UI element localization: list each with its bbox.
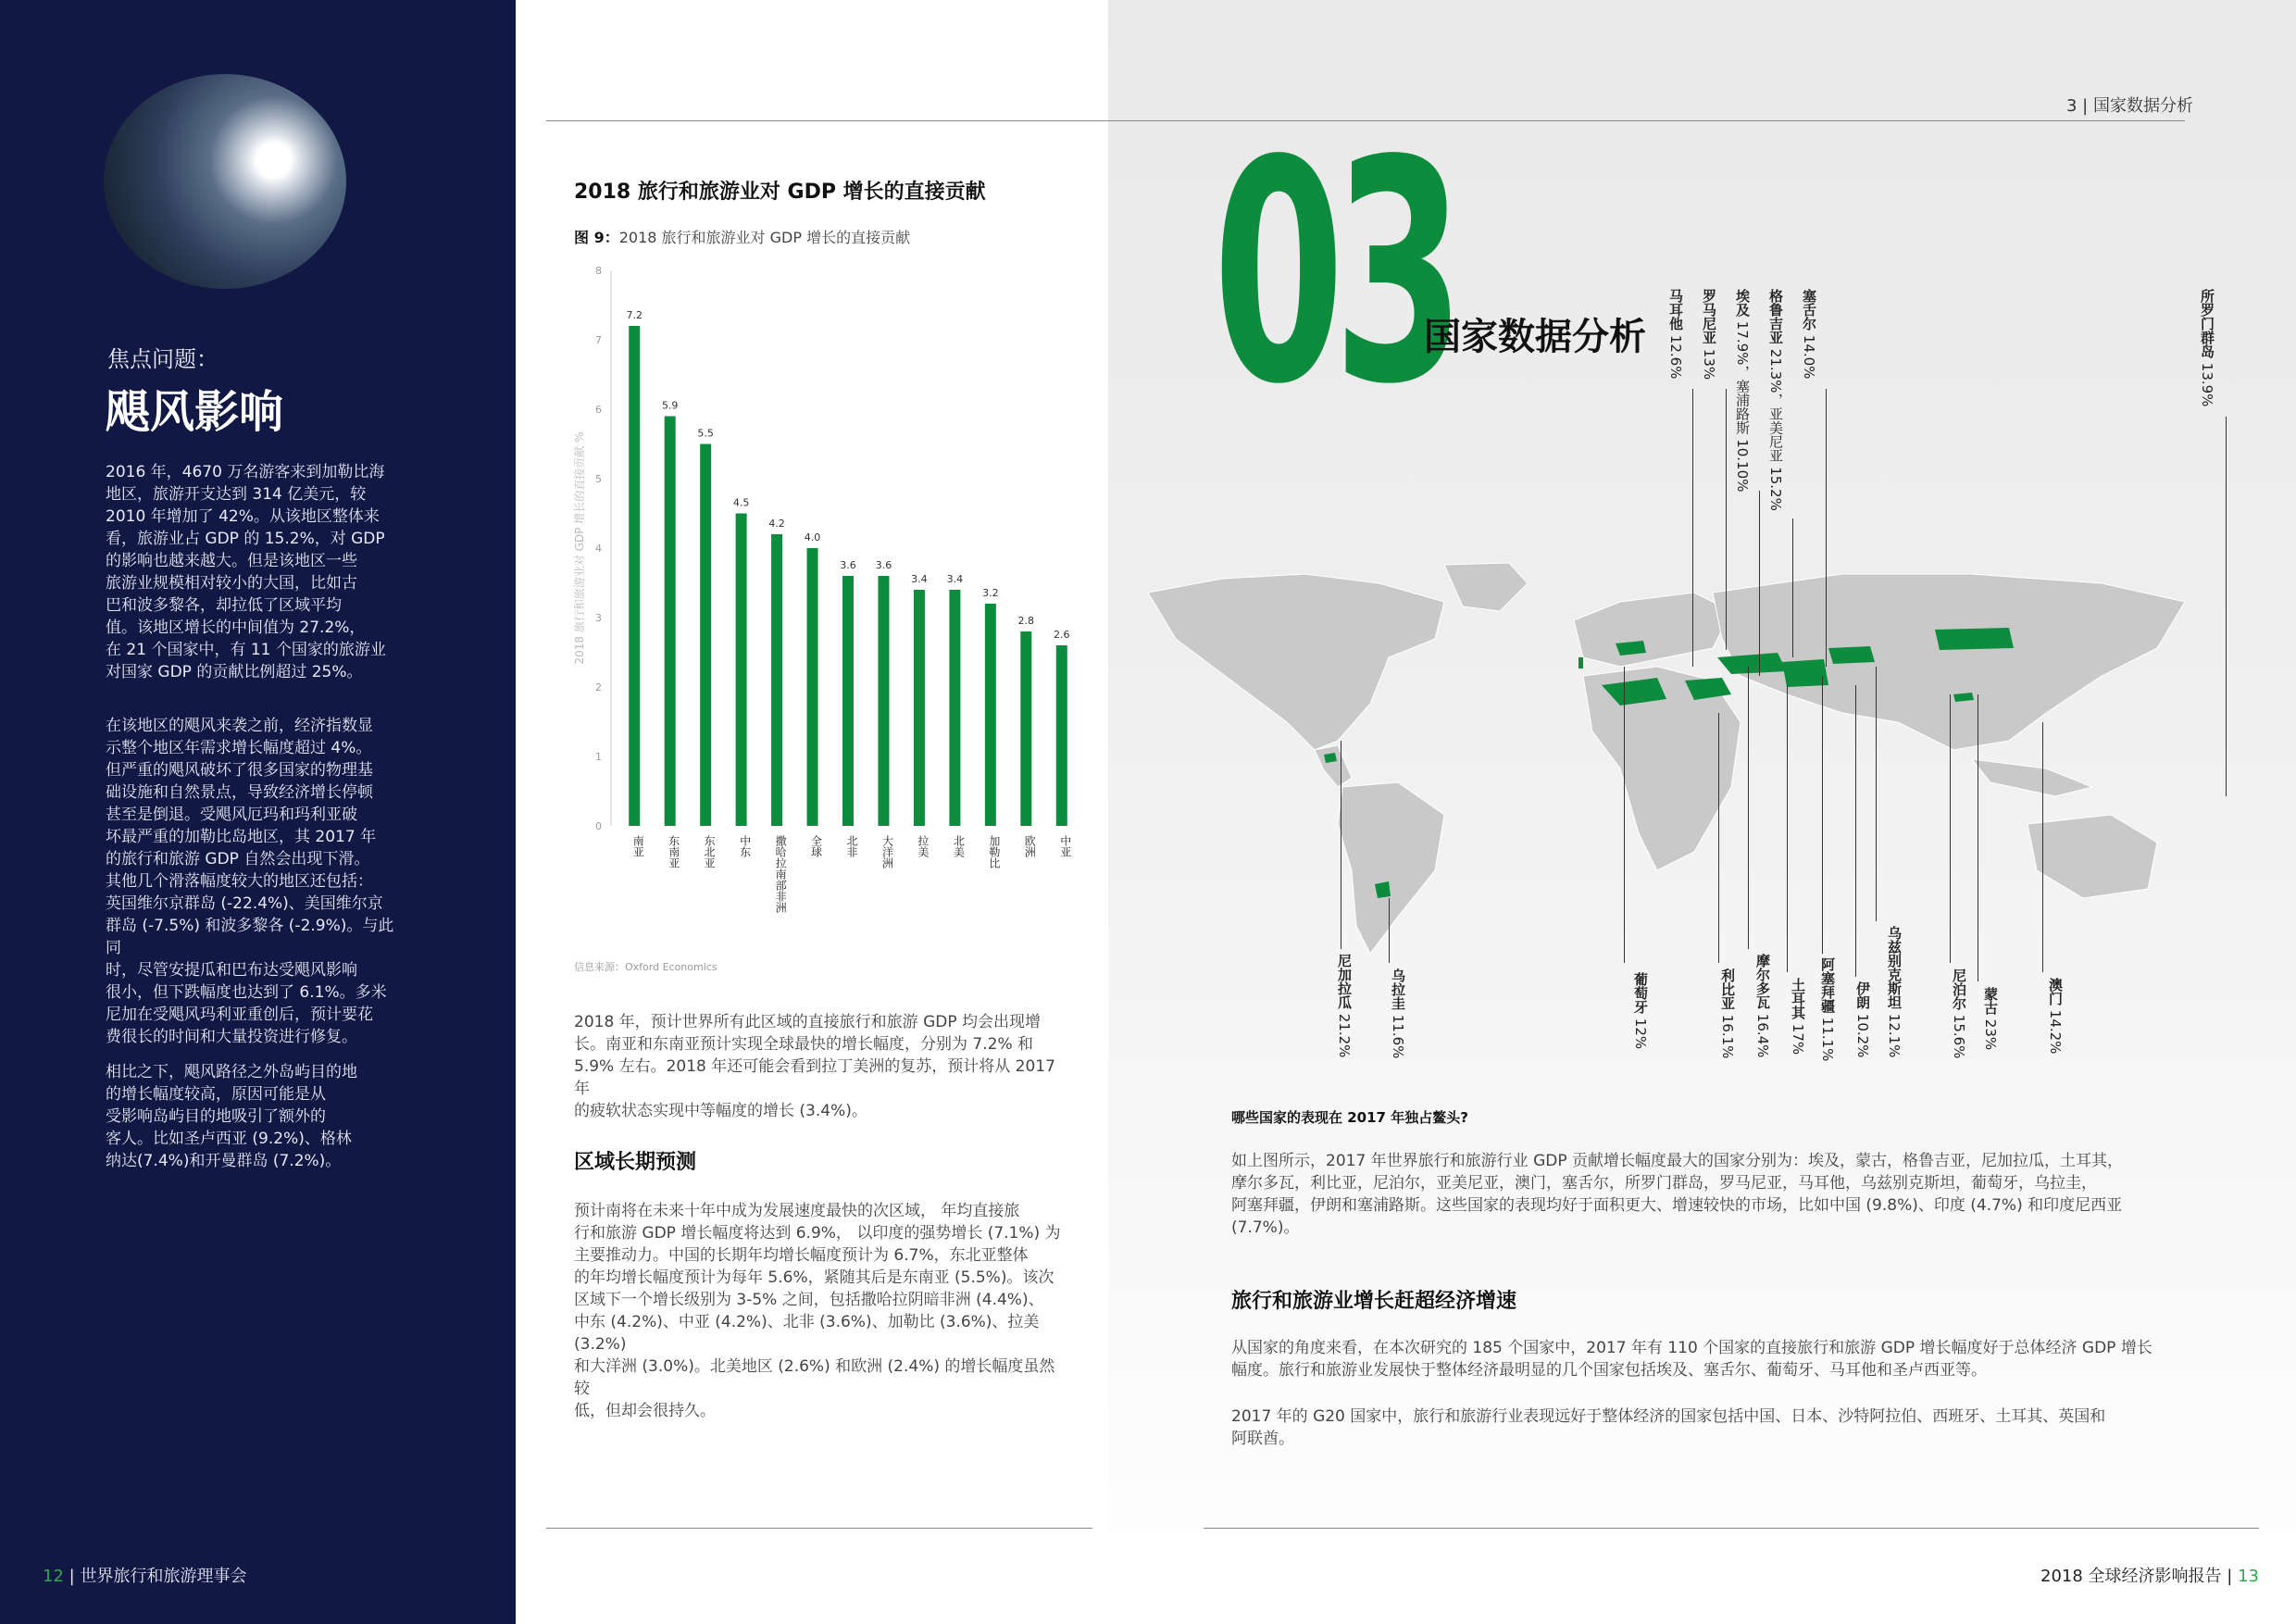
x-tick-label: 北非 (845, 835, 858, 857)
bar-1 (665, 417, 676, 827)
bar-10 (985, 604, 996, 826)
label-romania: 罗马尼亚 13% (1701, 289, 1717, 381)
highlight-portugal (1578, 657, 1583, 668)
bar-12 (1056, 645, 1067, 826)
right-paragraph-2: 从国家的角度来看，在本次研究的 185 个国家中，2017 年有 110 个国家的直接旅行和旅游 GDP 增长幅度好于总体经济 GDP 增长 幅度。旅行和旅游业发展快于整体经济最明显的几个国家包括埃及、塞舌尔、葡萄牙、马耳他和圣卢西亚等。 (1231, 1339, 2152, 1380)
north-america-shape (1148, 574, 1444, 750)
highlight-uzbekistan (1828, 646, 1875, 664)
south-america-shape (1338, 782, 1444, 954)
bar-5 (807, 548, 818, 826)
bar-value-label: 2.8 (1017, 615, 1035, 627)
bar-8 (914, 590, 925, 826)
label-solomon-islands: 所罗门群岛 13.9% (2199, 289, 2215, 407)
label-egypt: 埃及 17.9%，塞浦路斯 10.10% (1734, 289, 1751, 493)
bar-value-label: 5.9 (661, 399, 679, 412)
sidebar-paragraph-2: 在该地区的飓风来袭之前，经济指数显 示整个地区年需求增长幅度超过 4%。 但严重的飓风破坏了很多国家的物理基 础设施和自然景点，导致经济增长停顿 甚至是倒退。受飓风厄玛和玛利亚破 坏最严重的加勒比岛地区，其 2017 年 的旅行和旅游 GDP 自然会出现下滑。 其他几个滑落幅度较大的地区还包括： 英国维尔京群岛 (-22.4%)、美国维尔京 群岛 (-7.5%) 和波多黎各 (-2.9%)。与此同 时，尽管安提瓜和巴布达受飓风影响 很小，但下跌幅度也达到了 6.1%。多米 尼加在受飓风玛利亚重创后，预计要花 费很长的时间和大量投资进行修复。 (106, 717, 394, 1046)
footer-rule-right (1204, 1528, 2259, 1529)
footer-right (2040, 1563, 2259, 1587)
bar-4 (771, 534, 782, 826)
y-tick-label: 3 (595, 612, 602, 624)
leader-portugal (1624, 667, 1625, 963)
highlight-uruguay (1375, 881, 1391, 898)
bar-9 (949, 590, 960, 826)
label-georgia: 格鲁吉亚 21.3%，亚美尼亚 15.2% (1767, 289, 1784, 511)
regional-forecast-title: 区域长期预测 (574, 1151, 697, 1174)
leader-malta (1692, 389, 1693, 667)
figure-caption-text: 2018 旅行和旅游业对 GDP 增长的直接贡献 (618, 229, 911, 246)
world-map (1139, 556, 2277, 963)
leader-azerbaijan (1822, 676, 1823, 954)
section-big-number: 03 (1213, 95, 1454, 451)
bar-value-label: 4.5 (732, 496, 750, 509)
x-tick-label: 大洋洲 (880, 835, 894, 868)
label-mongolia: 蒙古 23% (1982, 987, 1999, 1051)
label-libya: 利比亚 16.1% (1719, 968, 1736, 1059)
right-paragraph-1: 如上图所示，2017 年世界旅行和旅游行业 GDP 贡献增长幅度最大的国家分别为：埃及，蒙古，格鲁吉亚，尼加拉瓜，土耳其， 摩尔多瓦，利比亚，尼泊尔，亚美尼亚，澳门，塞舌尔，所罗门群岛，罗马尼亚，马耳他，乌兹别克斯坦，葡萄牙，乌拉圭， 阿塞拜疆，伊朗和塞浦路斯。这些国家的表现均好于面积更大、增速较快的市场，比如中国 (9.8%)、印度 (4.7%) 和印度尼西亚 (7.7%)。 (1231, 1152, 2123, 1237)
x-tick-label: 南亚 (631, 835, 645, 857)
label-seychelles: 塞舌尔 14.0% (1801, 289, 1817, 380)
label-uruguay: 乌拉圭 11.6% (1390, 968, 1406, 1059)
label-nicaragua: 尼加拉瓜 21.2% (1336, 954, 1353, 1058)
southeast-asia-shape (1972, 759, 2092, 796)
leader-solomon-islands (2226, 417, 2227, 796)
footer-right-text: 2018 全球经济影响报告 (2040, 1567, 2222, 1586)
section-title: 国家数据分析 (1424, 316, 1646, 358)
sidebar (0, 0, 516, 1624)
central-america-shape (1315, 745, 1352, 787)
right-paragraph-3: 2017 年的 G20 国家中，旅行和旅游行业表现远好于整体经济的国家包括中国、日本、沙特阿拉伯、西班牙、土耳其、英国和 阿联酋。 (1231, 1407, 2106, 1448)
y-tick-label: 7 (595, 334, 602, 346)
x-tick-label: 拉美 (916, 835, 930, 857)
leader-nepal (1950, 694, 1951, 963)
y-tick-label: 0 (595, 820, 602, 832)
footer-rule-middle (546, 1528, 1092, 1529)
sidebar-paragraph-3: 相比之下，飓风路径之外岛屿目的地 的增长幅度较高，原因可能是从 受影响岛屿目的地吸引了额外的 客人。比如圣卢西亚 (9.2%)、格林 纳达(7.4%)和开曼群岛 (7.2%)。 (106, 1063, 357, 1170)
highlight-turkey (1717, 653, 1787, 674)
australia-shape (2028, 815, 2157, 898)
bar-value-label: 5.5 (697, 427, 714, 440)
focus-label: 焦点问题： (107, 346, 218, 372)
sidebar-paragraph-1: 2016 年，4670 万名游客来到加勒比海 地区，旅游开支达到 314 亿美元，较 2010 年增加了 42%。从该地区整体来 看，旅游业占 GDP 的 15.2%，对 GDP 的影响也越来越大。但是该地区一些 旅游业规模相对较小的大国，比如古 巴和波多黎各，却拉低了区域平均 值。该地区增长的中间值为 27.2%， 在 21 个国家中，有 11 个国家的旅游业 对国家 GDP 的贡献比例超过 25%。 (106, 463, 386, 681)
bar-value-label: 7.2 (626, 309, 643, 321)
leader-romania (1726, 389, 1727, 650)
x-tick-label: 中亚 (1058, 835, 1072, 857)
y-tick-label: 1 (595, 751, 602, 763)
footer-left-page-number: 12 (43, 1567, 64, 1586)
footer-right-page-number: 13 (2238, 1567, 2259, 1586)
leader-iran (1855, 685, 1856, 977)
question-title: 哪些国家的表现在 2017 年独占鳌头? (1231, 1109, 1468, 1126)
bar-2 (700, 444, 711, 827)
figure-label: 图 9： (574, 229, 619, 246)
label-moldova: 摩尔多瓦 16.4% (1754, 954, 1771, 1058)
footer-right-separator: | (2227, 1567, 2233, 1586)
bar-value-label: 3.6 (840, 559, 856, 571)
highlight-mongolia (1935, 628, 2014, 650)
leader-uruguay (1389, 898, 1390, 963)
x-tick-label: 全球 (809, 835, 823, 857)
growth-section-title: 旅行和旅游业增长赶超经济增速 (1231, 1290, 1517, 1313)
bar-3 (736, 514, 747, 827)
leader-libya (1718, 713, 1719, 963)
footer-left (43, 1563, 246, 1587)
y-axis-label: 2018 旅行和旅游业对 GDP 增长的直接贡献 % (573, 431, 586, 665)
bar-chart (565, 259, 1083, 954)
middle-paragraph-1: 2018 年，预计世界所有此区域的直接旅行和旅游 GDP 均会出现增 长。南亚和东南亚预计实现全球最快的增长幅度，分别为 7.2% 和 5.9% 左右。2018 年还可能会看到拉丁美洲的复苏，预计将从 2017 年 的疲软状态实现中等幅度的增长 (3.4%)。 (574, 1013, 1055, 1120)
label-azerbaijan: 阿塞拜疆 11.1% (1819, 957, 1836, 1062)
section-label: 3 | 国家数据分析 (2066, 96, 2193, 116)
x-tick-label: 东南亚 (667, 835, 680, 868)
bar-value-label: 3.4 (946, 573, 964, 585)
y-tick-label: 8 (595, 265, 602, 277)
leader-uzbekistan (1876, 667, 1877, 921)
x-tick-label: 加勒比 (987, 835, 1001, 868)
middle-paragraph-2: 预计南将在未来十年中成为发展速度最快的次区域， 年均直接旅 行和旅游 GDP 增长幅度将达到 6.9%， 以印度的强势增长 (7.1%) 为 主要推动力。中国的长期年均增长幅度预计为 6.7%，东北亚整体 的年均增长幅度预计为每年 5.6%，紧随其后是东南亚 (5.5%)。该次 区域下一个增长级别为 3-5% 之间，包括撒哈拉阴暗非洲 (4.4%)、 中东 (4.2%)、中亚 (4.2%)、北非 (3.6%)、加勒比 (3.6%)、拉美 (3.2%) 和大洋洲 (3.0%)。北美地区 (2.6%) 和欧洲 (2.4%) 的增长幅度虽然较 低，但却会很持久。 (574, 1202, 1061, 1420)
figure-caption (574, 226, 910, 247)
bar-value-label: 3.6 (875, 559, 892, 571)
bar-value-label: 2.6 (1054, 629, 1070, 641)
leader-macau (2042, 722, 2043, 972)
bar-0 (629, 326, 640, 826)
bar-11 (1020, 631, 1031, 826)
bar-value-label: 4.0 (804, 531, 821, 543)
bar-value-label: 3.2 (982, 587, 999, 599)
focus-title: 飓风影响 (106, 386, 284, 438)
footer-left-separator: | (69, 1567, 75, 1586)
x-tick-label: 北美 (952, 835, 966, 857)
chart-source: 信息来源：Oxford Economics (574, 961, 718, 973)
leader-georgia (1792, 518, 1793, 657)
label-nepal: 尼泊尔 15.6% (1951, 968, 1967, 1059)
y-tick-label: 6 (595, 404, 602, 416)
leader-egypt (1759, 491, 1760, 676)
label-portugal: 葡萄牙 12% (1632, 972, 1649, 1050)
label-iran: 伊朗 10.2% (1854, 981, 1871, 1058)
y-tick-label: 2 (595, 681, 602, 693)
x-tick-label: 东北亚 (703, 835, 717, 868)
label-malta: 马耳他 12.6% (1667, 289, 1684, 380)
x-tick-label: 中东 (738, 835, 752, 857)
x-tick-label: 欧洲 (1023, 835, 1037, 857)
leader-seychelles (1826, 389, 1827, 667)
bar-6 (842, 576, 854, 826)
y-tick-label: 5 (595, 473, 602, 485)
x-tick-label: 撒哈拉南部非洲 (774, 835, 788, 913)
label-turkey: 土耳其 17% (1790, 978, 1806, 1056)
chart-title: 2018 旅行和旅游业对 GDP 增长的直接贡献 (574, 181, 986, 204)
leader-moldova (1748, 667, 1749, 949)
bar-value-label: 4.2 (768, 518, 785, 530)
label-macau: 澳门 14.2% (2047, 978, 2064, 1055)
y-tick-label: 4 (595, 543, 602, 555)
footer-left-text: 世界旅行和旅游理事会 (80, 1567, 247, 1586)
bar-7 (878, 576, 889, 826)
highlight-nicaragua (1324, 753, 1337, 763)
label-uzbekistan: 乌兹别克斯坦 12.1% (1886, 926, 1903, 1058)
hurricane-globe-image (104, 74, 346, 289)
leader-turkey (1787, 685, 1788, 972)
europe-shape (1574, 593, 1731, 667)
greenland-shape (1444, 563, 1528, 611)
bar-value-label: 3.4 (911, 573, 928, 585)
